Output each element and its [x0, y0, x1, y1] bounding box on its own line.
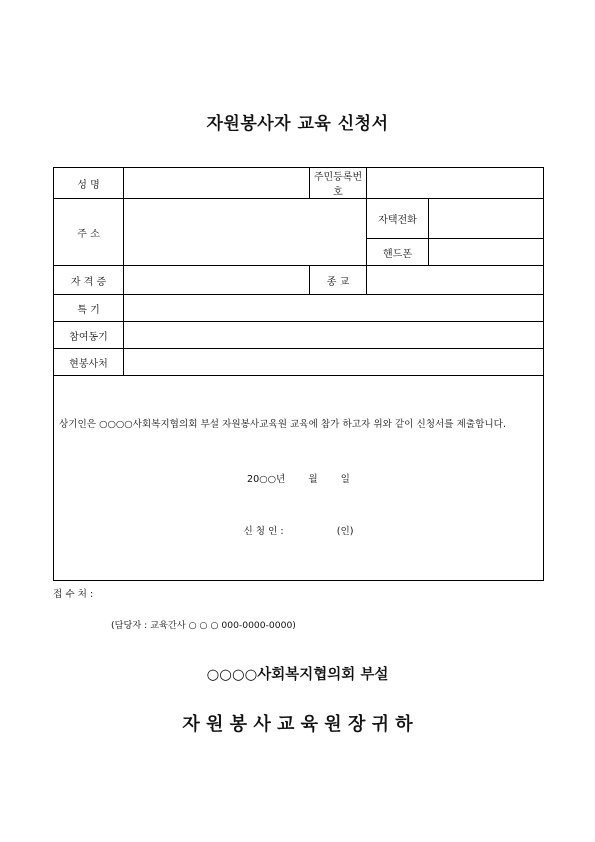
specialty-field[interactable]	[124, 295, 544, 322]
license-label: 자 격 증	[54, 266, 124, 295]
form-title: 자원봉사자 교육 신청서	[206, 114, 389, 134]
addressee: 자 원 봉 사 교 육 원 장 귀 하	[182, 714, 413, 735]
date-month[interactable]: 월	[308, 474, 318, 485]
organization-name: ○○○○사회복지협의회 부설	[206, 667, 389, 683]
address-label: 주 소	[54, 199, 124, 266]
date-day[interactable]: 일	[340, 474, 350, 485]
specialty-label: 특 기	[54, 295, 124, 322]
pledge-section	[54, 376, 544, 581]
pledge-text: 상기인은 ○○○○사회복지협의회 부설 자원봉사교육원 교육에 참가 하고자 위와 같이 신청서를 제출합니다.	[59, 419, 506, 430]
application-date	[54, 471, 543, 485]
contact-person: (담당자 : 교육간사 ○ ○ ○ 000-0000-0000)	[111, 620, 296, 631]
license-field[interactable]	[124, 266, 310, 295]
name-field[interactable]	[124, 168, 310, 199]
motive-field[interactable]	[124, 322, 544, 349]
application-form-table	[53, 167, 544, 581]
current-volunteer-field[interactable]	[124, 349, 544, 376]
receipt-office-label: 접 수 처 :	[53, 589, 94, 600]
religion-field[interactable]	[367, 266, 544, 295]
seal-mark: (인)	[336, 526, 354, 537]
id-number-field[interactable]	[367, 168, 544, 199]
applicant-signature-line	[54, 523, 543, 537]
name-label: 성 명	[54, 168, 124, 199]
current-volunteer-label: 현봉사처	[54, 349, 124, 376]
home-phone-label: 자택전화	[367, 199, 429, 239]
mobile-field[interactable]	[429, 239, 544, 266]
date-year: 20○○년	[247, 474, 286, 485]
address-field[interactable]	[124, 199, 367, 266]
applicant-label: 신 청 인 :	[243, 526, 284, 537]
religion-label: 종 교	[310, 266, 367, 295]
motive-label: 참여동기	[54, 322, 124, 349]
home-phone-field[interactable]	[429, 199, 544, 239]
mobile-label: 핸드폰	[367, 239, 429, 266]
id-number-label: 주민등록번호	[310, 168, 367, 199]
